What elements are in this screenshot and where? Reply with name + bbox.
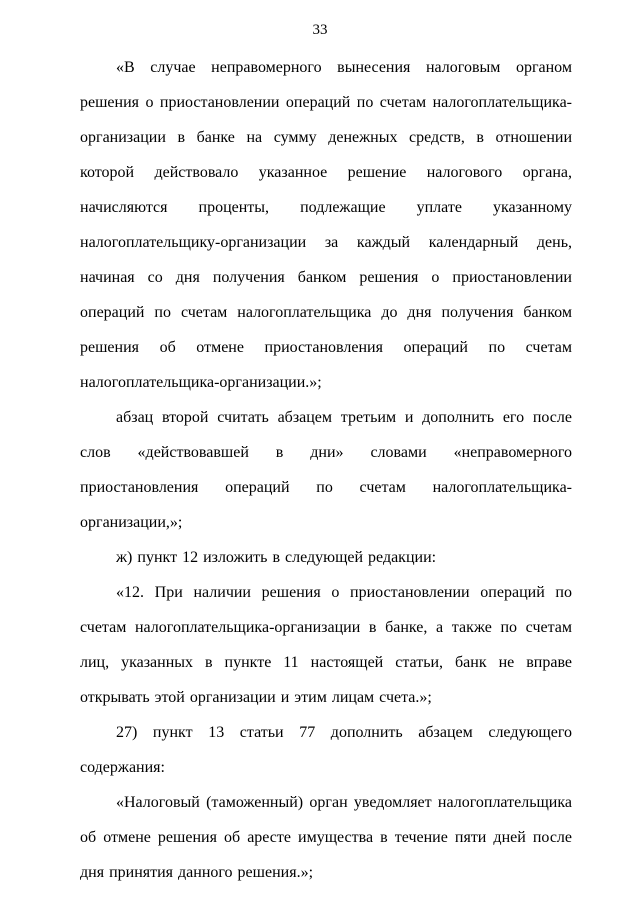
- paragraph: ж) пункт 12 изложить в следующей редакции:: [116, 549, 437, 566]
- page-number: 33: [312, 22, 328, 38]
- paragraph: «В случае неправомерного вынесения налоговым органом решения о приостановлении операций по счетам налогоплательщика-организации в банке на сумму денежных средств, в отношении которой действовало указанное решение налогового органа, начисляются проценты, подлежащие уплате указанному налогоплательщику-организации за каждый календарный день, начиная со дня получения банком решения о приостановлении операций по счетам налогоплательщика до дня получения банком решения об отмене приостановления операций по счетам налогоплательщика-организации.»;: [80, 59, 572, 391]
- paragraph: «12. При наличии решения о приостановлении операций по счетам налогоплательщика-организации в банке, а также по счетам лиц, указанных в пункте 11 настоящей статьи, банк не вправе открывать этой организации и этим лицам счета.»;: [80, 584, 572, 706]
- paragraph: абзац второй считать абзацем третьим и дополнить его после слов «действовавшей в дни» словами «неправомерного приостановления операций по счетам налогоплательщика-организации,»;: [80, 409, 572, 531]
- paragraph: 27) пункт 13 статьи 77 дополнить абзацем следующего содержания:: [80, 724, 572, 776]
- document-body: [80, 50, 572, 890]
- paragraph: «Налоговый (таможенный) орган уведомляет налогоплательщика об отмене решения об аресте имущества в течение пяти дней после дня принятия данного решения.»;: [80, 794, 572, 881]
